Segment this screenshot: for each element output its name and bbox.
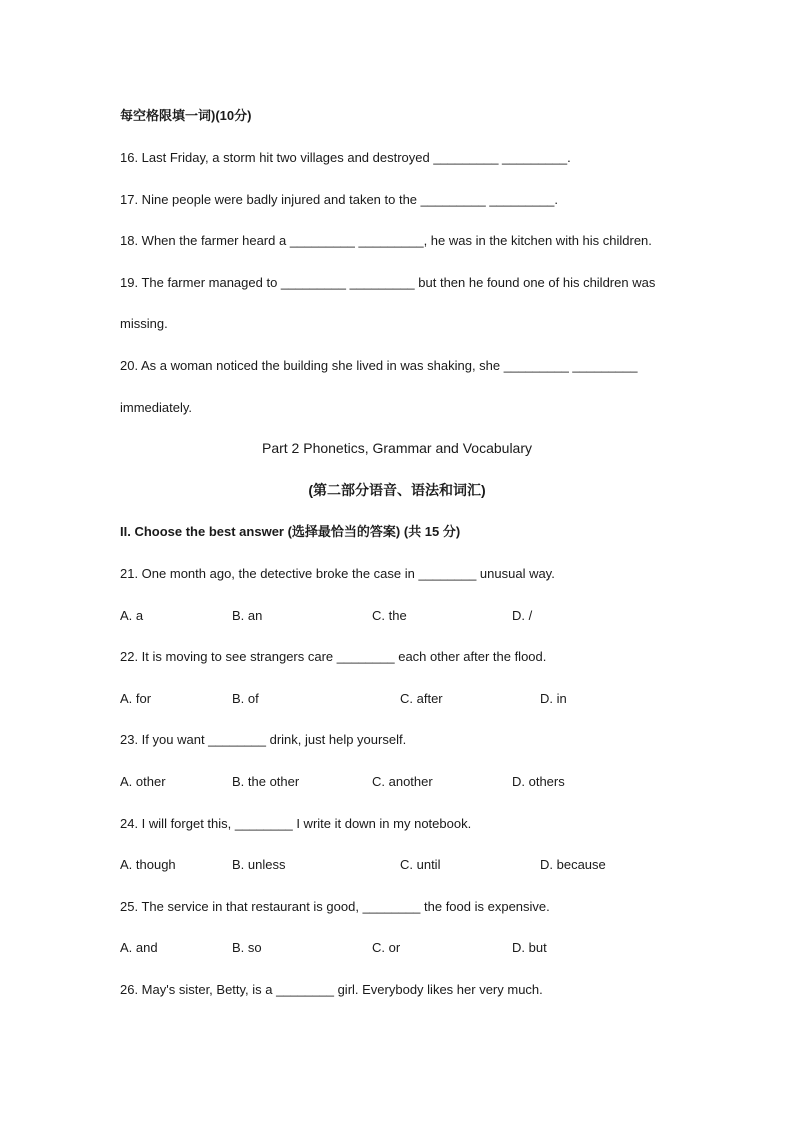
option-a: A. other [120,774,166,789]
question-25-options [120,939,680,957]
option-c: C. another [372,774,433,789]
question-23-stem: 23. If you want ________ drink, just help yourself. [120,732,407,747]
fill-item-19-continuation: missing. [120,316,168,331]
fill-item-19: 19. The farmer managed to _________ _________ but then he found one of his children was [120,275,656,290]
fill-item-18: 18. When the farmer heard a _________ _________, he was in the kitchen with his children. [120,233,652,248]
fill-item-17: 17. Nine people were badly injured and taken to the _________ _________. [120,192,559,207]
part-title: Part 2 Phonetics, Grammar and Vocabulary [261,440,533,456]
question-21-stem: 21. One month ago, the detective broke the case in ________ unusual way. [120,566,555,581]
question-24-stem: 24. I will forget this, ________ I write it down in my notebook. [120,816,472,831]
option-b: B. unless [232,857,286,872]
question-22-options [120,690,680,708]
section2-header: II. Choose the best answer (选择最恰当的答案) (共 15 分) [120,524,461,539]
section-header: 每空格限填一词)(10分) [120,108,252,123]
option-c: C. or [372,940,401,955]
question-24-options [120,856,680,874]
part-subtitle: (第二部分语音、语法和词汇) [308,482,486,498]
fill-item-20-continuation: immediately. [120,400,193,415]
option-c: C. the [372,608,407,623]
option-b: B. of [232,691,259,706]
option-d: D. because [540,857,606,872]
option-d: D. / [512,608,533,623]
option-d: D. but [512,940,547,955]
question-21-options [120,607,680,625]
option-a: A. and [120,940,158,955]
option-c: C. after [400,691,443,706]
option-d: D. in [540,691,567,706]
option-a: A. a [120,608,144,623]
option-a: A. though [120,857,176,872]
option-b: B. the other [232,774,300,789]
question-25-stem: 25. The service in that restaurant is good, ________ the food is expensive. [120,899,550,914]
option-d: D. others [512,774,565,789]
question-22-stem: 22. It is moving to see strangers care ________ each other after the flood. [120,649,547,664]
option-b: B. an [232,608,263,623]
option-a: A. for [120,691,152,706]
question-26-stem: 26. May's sister, Betty, is a ________ girl. Everybody likes her very much. [120,982,543,997]
fill-item-20: 20. As a woman noticed the building she lived in was shaking, she _________ _________ [120,358,638,373]
question-23-options [120,773,680,791]
fill-item-16: 16. Last Friday, a storm hit two villages and destroyed _________ _________. [120,150,571,165]
option-b: B. so [232,940,262,955]
option-c: C. until [400,857,441,872]
